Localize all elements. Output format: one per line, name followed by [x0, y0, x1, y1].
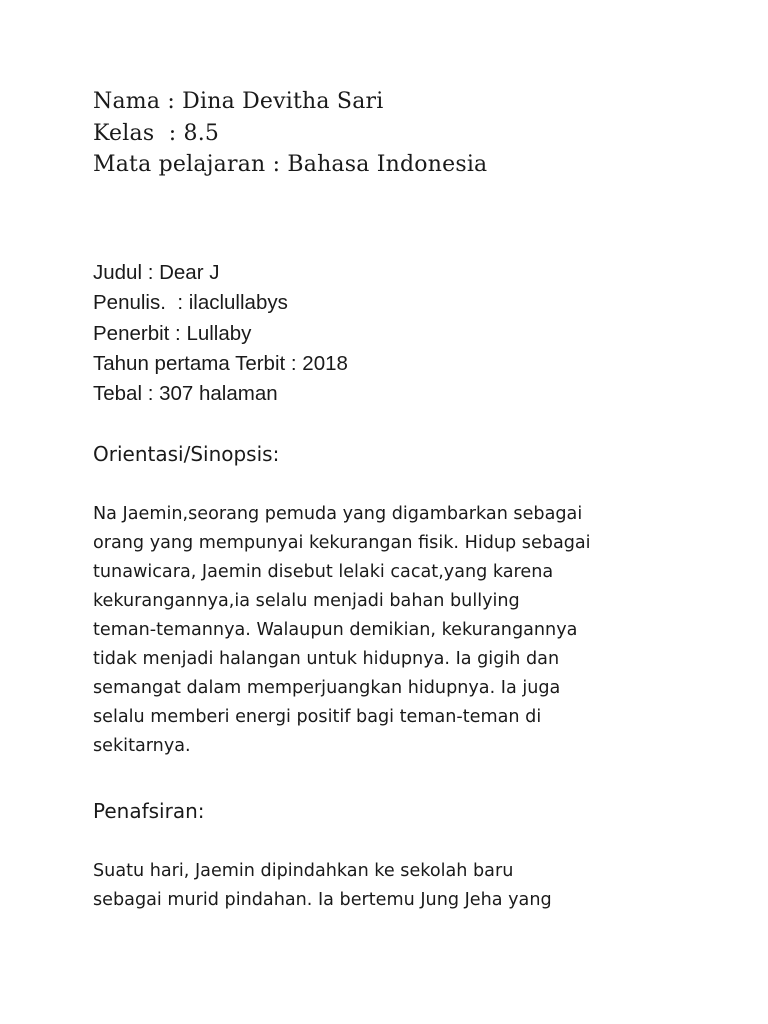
subject: Mata pelajaran : Bahasa Indonesia	[93, 152, 488, 177]
book-year: Tahun pertama Terbit : 2018	[93, 351, 348, 375]
paragraph-line: teman-temannya. Walaupun demikian, kekurangannya	[93, 620, 578, 640]
book-title: Judul : Dear J	[93, 261, 220, 284]
paragraph-line: orang yang mempunyai kekurangan fisik. Hidup sebagai	[93, 533, 591, 553]
section-heading-penafsiran: Penafsiran:	[93, 799, 205, 823]
book-info	[93, 258, 348, 409]
paragraph-orientasi	[93, 500, 713, 761]
student-name: Nama : Dina Devitha Sari	[93, 89, 384, 114]
paragraph-line: sebagai murid pindahan. Ia bertemu Jung Jeha yang	[93, 890, 552, 910]
paragraph-line: kekurangannya,ia selalu menjadi bahan bullying	[93, 591, 520, 611]
book-author: Penulis. : ilaclullabys	[93, 291, 288, 315]
student-class: Kelas : 8.5	[93, 120, 220, 146]
student-identity	[93, 86, 487, 181]
book-pages: Tebal : 307 halaman	[93, 382, 278, 406]
paragraph-line: sekitarnya.	[93, 736, 191, 756]
section-heading-orientasi: Orientasi/Sinopsis:	[93, 442, 280, 466]
paragraph-line: selalu memberi energi positif bagi teman-teman di	[93, 707, 542, 727]
paragraph-line: Na Jaemin,seorang pemuda yang digambarkan sebagai	[93, 504, 583, 524]
paragraph-line: tidak menjadi halangan untuk hidupnya. Ia gigih dan	[93, 649, 560, 669]
paragraph-penafsiran	[93, 857, 713, 915]
book-publisher: Penerbit : Lullaby	[93, 321, 252, 345]
paragraph-line: semangat dalam memperjuangkan hidupnya. Ia juga	[93, 678, 561, 698]
paragraph-line: Suatu hari, Jaemin dipindahkan ke sekolah baru	[93, 861, 514, 881]
paragraph-line: tunawicara, Jaemin disebut lelaki cacat,yang karena	[93, 562, 554, 582]
